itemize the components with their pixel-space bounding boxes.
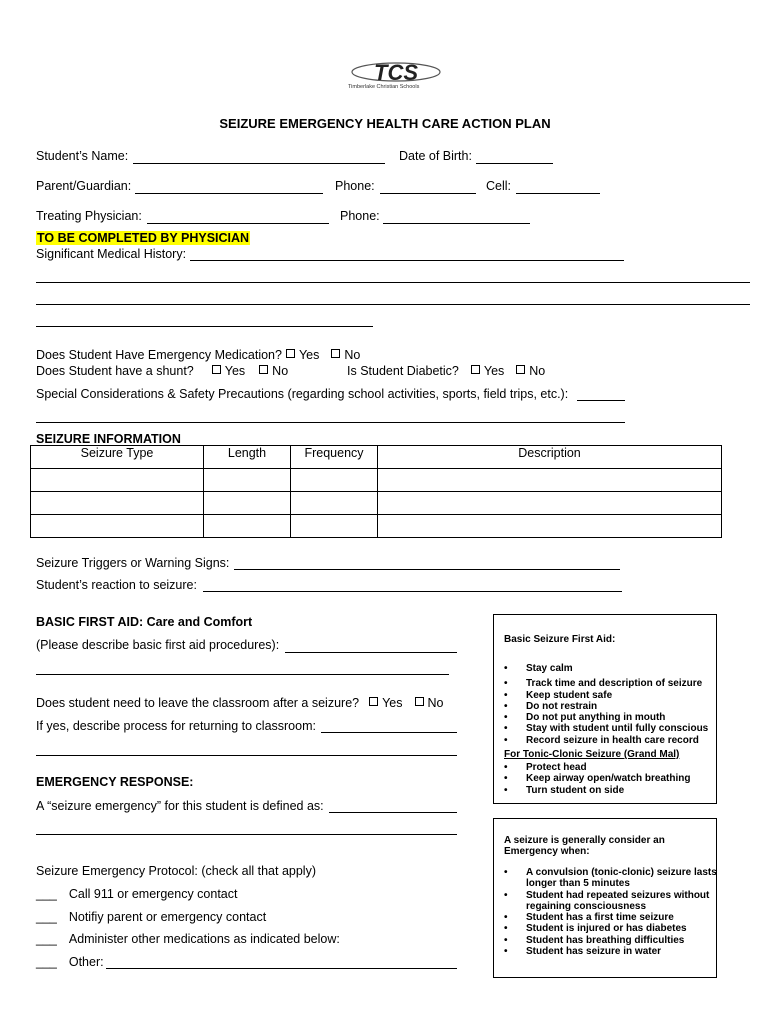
physician-field[interactable] (147, 223, 329, 224)
list-item: • A convulsion (tonic-clonic) seizure lasts longer than 5 minutes (526, 867, 722, 890)
table-header-row (31, 446, 722, 469)
list-item: • Student has a first time seizure (526, 912, 722, 923)
medical-history-line-3[interactable] (36, 304, 750, 305)
dob-field[interactable] (476, 163, 553, 164)
return-process-label: If yes, describe process for returning to classroom: (36, 719, 316, 733)
list-item: • Track time and description of seizure (526, 678, 708, 689)
list-item: • Student is injured or has diabetes (526, 923, 722, 934)
special-considerations-field[interactable] (577, 400, 625, 401)
reaction-field[interactable] (203, 591, 622, 592)
shunt-no-label: No (272, 364, 289, 378)
other-field[interactable] (106, 968, 457, 969)
protocol-item-label: Notifiy parent or emergency contact (68, 910, 267, 924)
diabetic-no-checkbox[interactable] (516, 365, 525, 374)
emergency-medication-question (36, 348, 360, 362)
medical-history-field[interactable] (190, 260, 624, 261)
leave-no-checkbox[interactable] (415, 697, 424, 706)
leave-no-label: No (427, 696, 444, 710)
table-row (31, 469, 722, 492)
list-item: • Do not put anything in mouth (526, 712, 708, 723)
table-cell[interactable] (291, 492, 378, 515)
list-item: • Stay calm (526, 663, 708, 674)
basic-first-aid-box (493, 614, 717, 804)
table-cell[interactable] (204, 492, 291, 515)
seizure-emergency-box-title-1: A seizure is generally consider an (504, 835, 665, 846)
physician-label: Treating Physician: (36, 209, 142, 223)
leave-classroom-label: Does student need to leave the classroom after a seizure? (36, 696, 360, 710)
medical-history-line-2[interactable] (36, 282, 750, 283)
shunt-no-checkbox[interactable] (259, 365, 268, 374)
table-cell[interactable] (291, 515, 378, 538)
protocol-item-label: Administer other medications as indicated below: (68, 932, 340, 946)
tonic-clonic-list (496, 762, 690, 796)
table-cell[interactable] (31, 515, 204, 538)
col-length: Length (204, 446, 291, 469)
protocol-label: Seizure Emergency Protocol: (check all that apply) (36, 864, 316, 878)
table-cell[interactable] (204, 469, 291, 492)
shunt-yes-checkbox[interactable] (212, 365, 221, 374)
medication-yes-label: Yes (298, 348, 320, 362)
col-frequency: Frequency (291, 446, 378, 469)
protocol-check-blank[interactable]: ___ (36, 887, 57, 901)
protocol-item-medications[interactable] (36, 932, 340, 946)
table-cell[interactable] (378, 515, 722, 538)
special-considerations-label: Special Considerations & Safety Precautions (regarding school activities, sports, field trips, etc.): (36, 387, 569, 401)
logo-subtitle: Timberlake Christian Schools (348, 84, 420, 90)
cell-label: Cell: (486, 179, 512, 193)
return-process-field[interactable] (321, 732, 457, 733)
protocol-check-blank[interactable]: ___ (36, 910, 57, 924)
protocol-item-notify-parent[interactable] (36, 910, 266, 924)
page-title: SEIZURE EMERGENCY HEALTH CARE ACTION PLAN (219, 116, 551, 131)
medical-history-line-4[interactable] (36, 326, 373, 327)
list-item: • Do not restrain (526, 701, 708, 712)
table-row (31, 515, 722, 538)
parent-field[interactable] (135, 193, 323, 194)
protocol-item-label: Call 911 or emergency contact (68, 887, 238, 901)
table-cell[interactable] (31, 469, 204, 492)
list-item: • Student has breathing difficulties (526, 935, 722, 946)
diabetic-no-label: No (529, 364, 546, 378)
diabetic-yes-checkbox[interactable] (471, 365, 480, 374)
first-aid-describe-line-2[interactable] (36, 674, 449, 675)
triggers-field[interactable] (234, 569, 620, 570)
special-considerations-line-2[interactable] (36, 422, 625, 423)
emergency-defined-field[interactable] (329, 812, 457, 813)
col-description: Description (378, 446, 722, 469)
basic-first-aid-box-title: Basic Seizure First Aid: (504, 634, 616, 645)
cell-field[interactable] (516, 193, 600, 194)
list-item: • Stay with student until fully conscious (526, 723, 708, 734)
leave-classroom-question (36, 696, 444, 710)
tonic-clonic-subheading: For Tonic-Clonic Seizure (Grand Mal) (504, 749, 680, 760)
first-aid-heading: BASIC FIRST AID: Care and Comfort (36, 615, 253, 629)
emergency-defined-line-2[interactable] (36, 834, 457, 835)
diabetic-label: Is Student Diabetic? (347, 364, 459, 378)
table-row (31, 492, 722, 515)
return-process-line-2[interactable] (36, 755, 457, 756)
seizure-emergency-box (493, 818, 717, 978)
medication-yes-checkbox[interactable] (286, 349, 295, 358)
emergency-medication-label: Does Student Have Emergency Medication? (36, 348, 282, 362)
phone-label: Phone: (335, 179, 375, 193)
shunt-label: Does Student have a shunt? (36, 364, 194, 378)
protocol-check-blank[interactable]: ___ (36, 932, 57, 946)
seizure-info-heading: SEIZURE INFORMATION (36, 432, 181, 446)
emergency-defined-label: A “seizure emergency” for this student is defined as: (36, 799, 324, 813)
list-item: • Record seizure in health care record (526, 735, 708, 746)
protocol-item-call-911[interactable] (36, 887, 237, 901)
diabetic-question (347, 364, 545, 378)
list-item: • Protect head (526, 762, 690, 773)
medication-no-label: No (344, 348, 361, 362)
list-item: • Keep student safe (526, 690, 708, 701)
physician-phone-field[interactable] (383, 223, 530, 224)
col-seizure-type: Seizure Type (31, 446, 204, 469)
leave-yes-checkbox[interactable] (369, 697, 378, 706)
seizure-emergency-box-title-2: Emergency when: (504, 846, 590, 857)
list-item: • Keep airway open/watch breathing (526, 773, 690, 784)
table-cell[interactable] (378, 469, 722, 492)
physician-section-heading: TO BE COMPLETED BY PHYSICIAN (37, 231, 250, 245)
leave-yes-label: Yes (382, 696, 403, 710)
seizure-emergency-list (496, 867, 722, 957)
first-aid-describe-field[interactable] (285, 652, 457, 653)
first-aid-describe-label: (Please describe basic first aid procedures): (36, 638, 280, 652)
medication-no-checkbox[interactable] (331, 349, 340, 358)
table-cell[interactable] (291, 469, 378, 492)
parent-label: Parent/Guardian: (36, 179, 132, 193)
diabetic-yes-label: Yes (483, 364, 505, 378)
reaction-label: Student’s reaction to seizure: (36, 578, 197, 592)
protocol-item-label: Other: (68, 955, 104, 969)
list-item: • Student has seizure in water (526, 946, 722, 957)
shunt-question (36, 364, 288, 378)
student-name-field[interactable] (133, 163, 385, 164)
table-cell[interactable] (204, 515, 291, 538)
svg-text:TCS: TCS (374, 60, 418, 84)
shunt-yes-label: Yes (224, 364, 246, 378)
basic-first-aid-list (496, 663, 708, 746)
physician-phone-label: Phone: (340, 209, 380, 223)
list-item: • Turn student on side (526, 785, 690, 796)
phone-field[interactable] (380, 193, 476, 194)
dob-label: Date of Birth: (399, 149, 472, 163)
school-logo (348, 60, 452, 96)
medical-history-label: Significant Medical History: (36, 247, 187, 261)
table-cell[interactable] (378, 492, 722, 515)
list-item: • Student had repeated seizures without regaining consciousness (526, 890, 722, 913)
triggers-label: Seizure Triggers or Warning Signs: (36, 556, 230, 570)
protocol-item-other[interactable] (36, 955, 104, 969)
emergency-response-heading: EMERGENCY RESPONSE: (36, 775, 194, 789)
seizure-info-table (30, 445, 722, 538)
student-name-label: Student’s Name: (36, 149, 129, 163)
protocol-check-blank[interactable]: ___ (36, 955, 57, 969)
table-cell[interactable] (31, 492, 204, 515)
tcs-logo-mark (351, 60, 441, 84)
